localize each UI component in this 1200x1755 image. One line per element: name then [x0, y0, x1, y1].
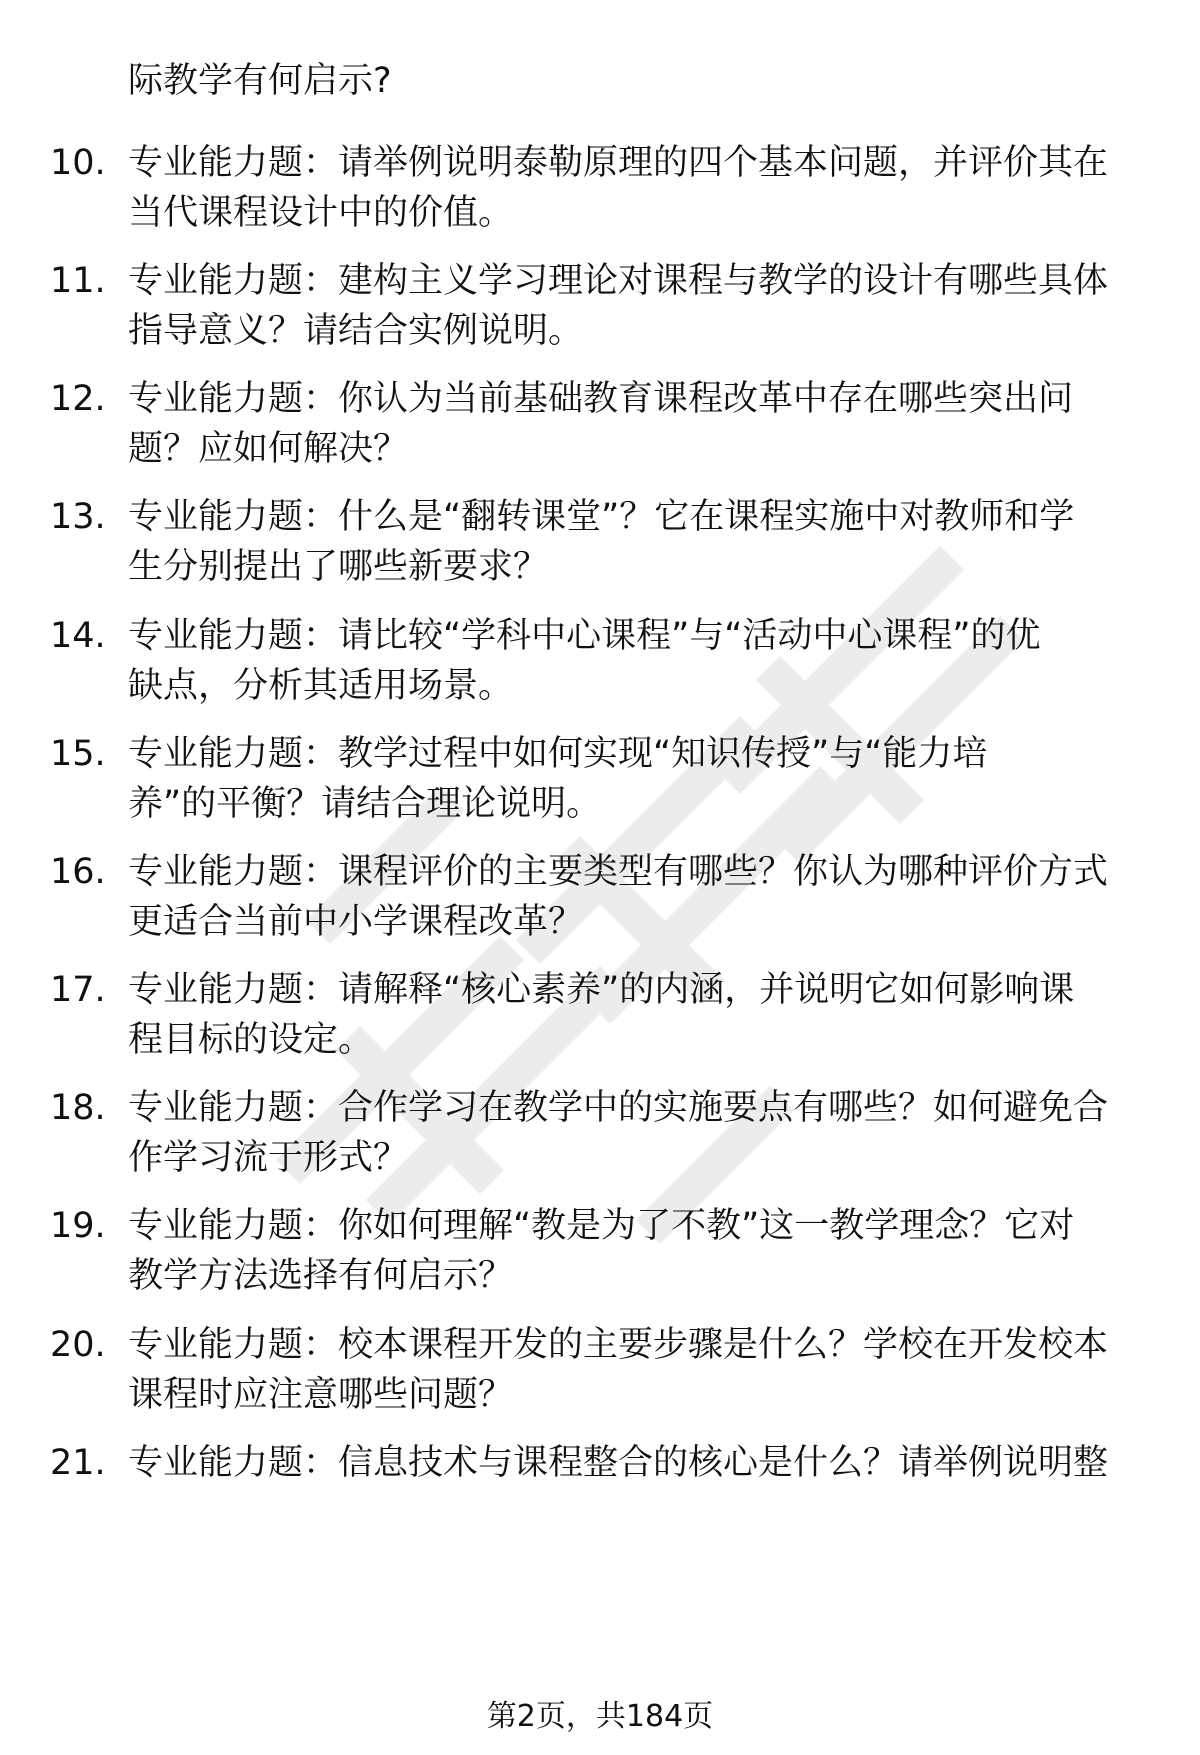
question-line: 专业能力题：教学过程中如何实现“知识传授”与“能力培 — [128, 734, 988, 774]
question-text — [128, 965, 1138, 1065]
question-number: 12. — [50, 379, 106, 419]
question-item — [0, 1201, 1200, 1301]
question-item — [0, 1320, 1200, 1420]
question-text — [128, 1438, 1138, 1488]
question-item — [0, 611, 1200, 711]
question-line: 更适合当前中小学课程改革？ — [128, 902, 584, 942]
question-text — [128, 1320, 1138, 1420]
question-line: 题？应如何解决？ — [128, 429, 409, 469]
question-line: 指导意义？请结合实例说明。 — [128, 311, 584, 351]
question-line: 专业能力题：校本课程开发的主要步骤是什么？学校在开发校本 — [128, 1325, 1109, 1365]
question-line: 缺点，分析其适用场景。 — [128, 666, 514, 706]
question-number: 16. — [50, 852, 106, 892]
question-line: 教学方法选择有何启示？ — [128, 1256, 514, 1296]
question-line: 程目标的设定。 — [128, 1020, 374, 1060]
question-number: 11. — [50, 261, 106, 301]
question-item — [0, 256, 1200, 356]
question-line: 专业能力题：合作学习在教学中的实施要点有哪些？如何避免合 — [128, 1088, 1109, 1128]
question-line: 专业能力题：你如何理解“教是为了不教”这一教学理念？它对 — [128, 1206, 1075, 1246]
question-line: 专业能力题：请解释“核心素养”的内涵，并说明它如何影响课 — [128, 970, 1075, 1010]
question-line: 当代课程设计中的价值。 — [128, 193, 514, 233]
question-text — [128, 138, 1138, 238]
question-item — [0, 1438, 1200, 1488]
question-line: 作学习流于形式？ — [128, 1138, 409, 1178]
question-number: 18. — [50, 1088, 106, 1128]
question-number: 20. — [50, 1325, 106, 1365]
question-text — [128, 492, 1138, 592]
question-text — [128, 611, 1138, 711]
question-number: 14. — [50, 616, 106, 656]
question-line: 专业能力题：你认为当前基础教育课程改革中存在哪些突出问 — [128, 379, 1074, 419]
question-number: 13. — [50, 497, 106, 537]
question-line: 课程时应注意哪些问题？ — [128, 1375, 514, 1415]
question-text — [128, 1083, 1138, 1183]
question-number: 21. — [50, 1443, 106, 1483]
question-item — [0, 138, 1200, 238]
question-item — [0, 965, 1200, 1065]
question-number: 19. — [50, 1206, 106, 1246]
question-line: 专业能力题：什么是“翻转课堂”？它在课程实施中对教师和学 — [128, 497, 1075, 537]
question-text — [128, 729, 1138, 829]
question-number: 15. — [50, 734, 106, 774]
question-item — [0, 374, 1200, 474]
question-line: 专业能力题：请举例说明泰勒原理的四个基本问题，并评价其在 — [128, 143, 1109, 183]
page-number-footer: 第2页，共184页 — [486, 1699, 714, 1734]
question-line: 养”的平衡？请结合理论说明。 — [128, 784, 602, 824]
question-item — [0, 1083, 1200, 1183]
question-text — [128, 1201, 1138, 1301]
question-line: 专业能力题：请比较“学科中心课程”与“活动中心课程”的优 — [128, 616, 1041, 656]
question-line: 专业能力题：建构主义学习理论对课程与教学的设计有哪些具体 — [128, 261, 1109, 301]
question-text — [128, 847, 1138, 947]
question-line: 专业能力题：信息技术与课程整合的核心是什么？请举例说明整 — [128, 1443, 1109, 1483]
question-line: 生分别提出了哪些新要求？ — [128, 547, 549, 587]
question-item — [0, 729, 1200, 829]
question-number: 17. — [50, 970, 106, 1010]
continuation-text: 际教学有何启示? — [128, 61, 392, 101]
question-line: 专业能力题：课程评价的主要类型有哪些？你认为哪种评价方式 — [128, 852, 1109, 892]
question-text — [128, 256, 1138, 356]
question-number: 10. — [50, 143, 106, 183]
question-item — [0, 847, 1200, 947]
question-text — [128, 374, 1138, 474]
question-item — [0, 492, 1200, 592]
